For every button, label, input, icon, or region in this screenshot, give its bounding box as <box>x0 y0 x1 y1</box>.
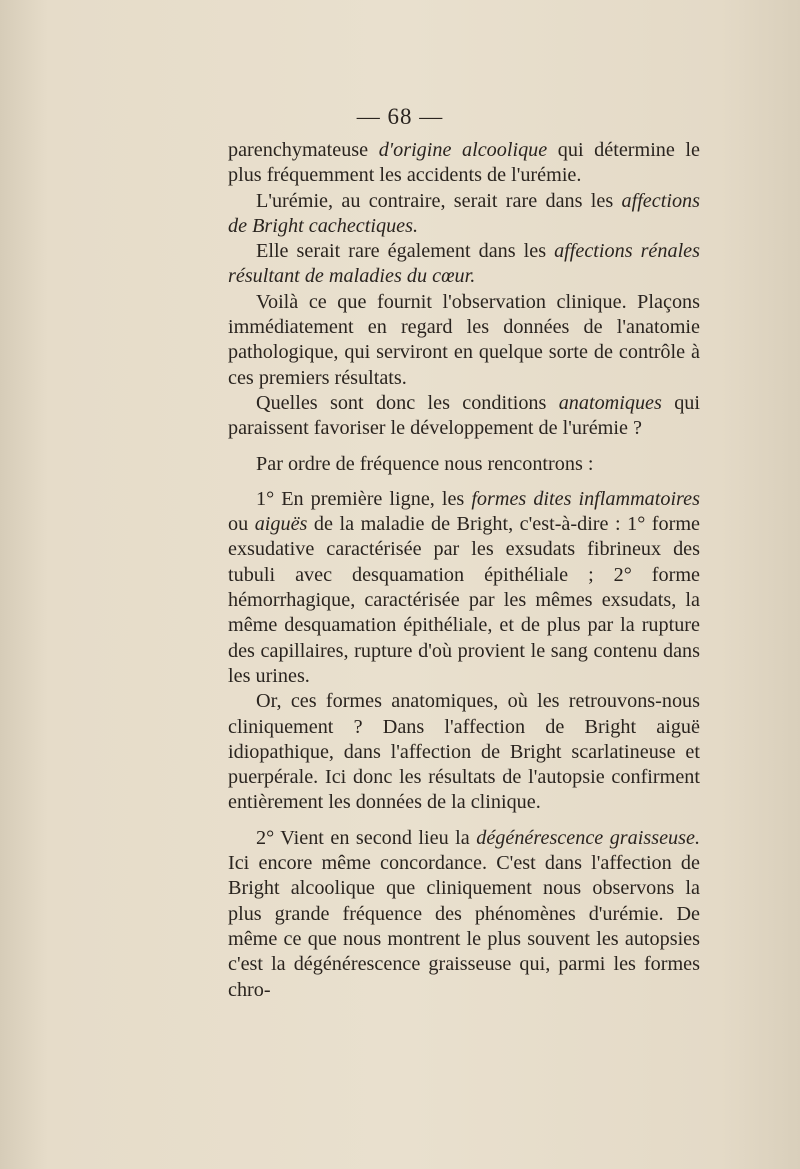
paragraph <box>228 290 700 391</box>
text-run: Voilà ce que fournit l'observation clinique. Plaçons immédiatement en regard les données de l'anatomie pathologique, qui serviront en quelque sorte de contrôle à ces premiers résultats. <box>228 290 700 389</box>
body-text <box>228 138 700 1003</box>
paragraph <box>228 826 700 1003</box>
text-run: 2° Vient en second lieu la <box>256 826 477 849</box>
italic-run: dégénérescence graisseuse. <box>476 826 700 849</box>
italic-run: affections de Bright cachectiques. <box>228 189 700 237</box>
text-run: Ici encore même concordance. C'est dans l'affection de Bright alcoolique que cliniquement nous observons la plus grande fréquence des phénomènes d'urémie. De même ce que nous montrent le plus souvent les autopsies c'est la dégénérescence graisseuse qui, parmi les formes chro- <box>228 852 700 1001</box>
text-run: 1° En première ligne, les <box>256 487 472 510</box>
paragraph <box>228 452 700 477</box>
page-number: — 68 — <box>356 104 444 129</box>
italic-run: d'origine alcoolique <box>378 139 548 161</box>
text-run: qui détermine le plus fréquemment les accidents de l'urémie. <box>228 139 701 187</box>
text-run: de la maladie de Bright, c'est-à-dire : 1° forme exsudative caractérisée par les exsudats fibrineux des tubuli avec desquamation épithéliale ; 2° forme hémorrhagique, caractérisée par les mêmes exsudats, la même desquamation épithéliale, et de plus par la rupture des capillaires, rupture d'où provient le sang contenu dans les urines. <box>228 513 700 687</box>
text-run: Elle serait rare également dans les <box>256 240 555 263</box>
paragraph <box>228 391 700 442</box>
text-run: parenchymateuse <box>228 139 379 161</box>
text-run: ou <box>228 513 255 536</box>
italic-run: affections rénales résultant de maladies du cœur. <box>228 240 700 288</box>
paragraph <box>228 138 700 189</box>
paragraph <box>228 189 700 240</box>
italic-run: anatomiques <box>558 391 662 414</box>
text-run: Or, ces formes anatomiques, où les retrouvons-nous cliniquement ? Dans l'affection de Bright aiguë idiopathique, dans l'affection de Bright scarlatineuse et puerpérale. Ici donc les résultats de l'autopsie confirment entièrement les données de la clinique. <box>228 690 700 814</box>
text-run: qui paraissent favoriser le développement de l'urémie ? <box>228 391 700 440</box>
text-run: L'urémie, au contraire, serait rare dans les <box>256 189 622 212</box>
text-run: Par ordre de fréquence nous rencontrons : <box>256 452 594 475</box>
paragraph <box>228 689 700 815</box>
paragraph <box>228 487 700 689</box>
paragraph <box>228 239 700 290</box>
italic-run: formes dites inflammatoires <box>471 487 700 510</box>
italic-run: aiguës <box>254 513 308 536</box>
text-run: Quelles sont donc les conditions <box>256 391 559 414</box>
